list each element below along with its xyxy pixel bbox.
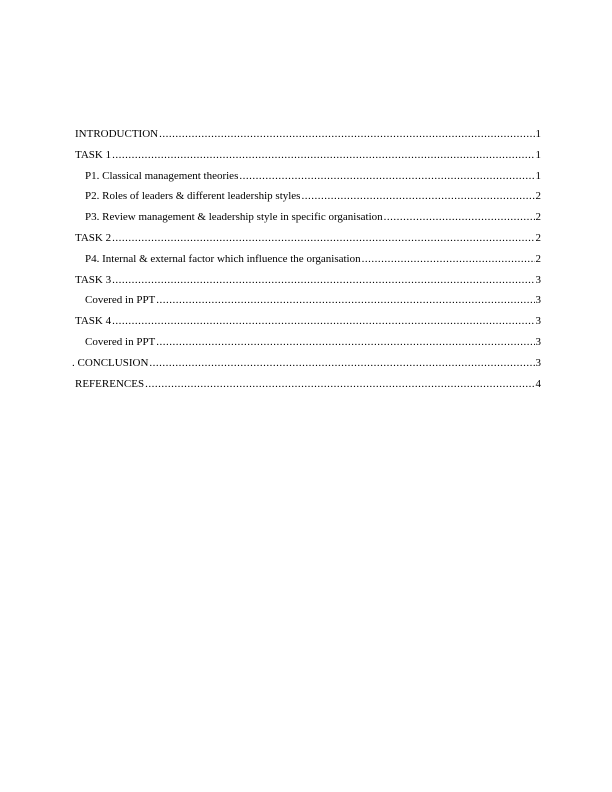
toc-entry-p3[interactable]	[75, 207, 541, 228]
dot-leader	[362, 249, 535, 270]
table-of-contents	[72, 124, 541, 394]
toc-entry-title: P1. Classical management theories	[85, 169, 239, 182]
dot-leader	[149, 353, 534, 374]
toc-entry-page: 2	[535, 190, 541, 203]
toc-entry-page: 3	[535, 335, 541, 348]
toc-entry-p2[interactable]	[75, 186, 541, 207]
dot-leader	[112, 228, 534, 249]
toc-entry-title: TASK 4	[75, 315, 112, 328]
toc-entry-introduction[interactable]	[75, 124, 541, 145]
toc-entry-page: 3	[535, 356, 541, 369]
toc-entry-title: P2. Roles of leaders & different leadership styles	[85, 190, 301, 203]
toc-entry-title: . CONCLUSION	[72, 356, 149, 369]
toc-entry-references[interactable]	[75, 374, 541, 395]
toc-entry-p4[interactable]	[75, 249, 541, 270]
toc-entry-page: 1	[535, 148, 541, 161]
toc-entry-page: 2	[535, 211, 541, 224]
toc-entry-title: TASK 3	[75, 273, 112, 286]
toc-entry-title: TASK 1	[75, 148, 112, 161]
toc-entry-title: P3. Review management & leadership style in specific organisation	[85, 211, 383, 224]
toc-entry-page: 2	[535, 252, 541, 265]
dot-leader	[301, 186, 534, 207]
dot-leader	[145, 374, 534, 395]
dot-leader	[156, 332, 534, 353]
toc-entry-task-4-ppt[interactable]	[75, 332, 541, 353]
toc-entry-title: INTRODUCTION	[75, 128, 159, 140]
dot-leader	[384, 207, 535, 228]
toc-entry-task-3-ppt[interactable]	[75, 290, 541, 311]
toc-entry-task-1[interactable]	[75, 145, 541, 166]
toc-entry-title: REFERENCES	[75, 377, 145, 390]
dot-leader	[239, 166, 534, 187]
dot-leader	[159, 124, 534, 145]
toc-entry-page: 1	[535, 128, 541, 140]
dot-leader	[156, 290, 534, 311]
dot-leader	[112, 145, 534, 166]
toc-entry-page: 1	[535, 169, 541, 182]
toc-entry-title: Covered in PPT	[85, 335, 156, 348]
toc-entry-page: 3	[535, 294, 541, 307]
dot-leader	[112, 270, 534, 291]
toc-entry-page: 3	[535, 273, 541, 286]
toc-entry-page: 2	[535, 231, 541, 244]
dot-leader	[112, 311, 534, 332]
toc-entry-page: 3	[535, 315, 541, 328]
toc-entry-title: P4. Internal & external factor which influence the organisation	[85, 252, 361, 265]
toc-entry-conclusion[interactable]	[72, 353, 541, 374]
toc-entry-task-2[interactable]	[75, 228, 541, 249]
toc-entry-title: Covered in PPT	[85, 294, 156, 307]
toc-entry-p1[interactable]	[75, 166, 541, 187]
toc-entry-task-3[interactable]	[75, 270, 541, 291]
toc-entry-task-4[interactable]	[75, 311, 541, 332]
toc-entry-title: TASK 2	[75, 231, 112, 244]
toc-entry-page: 4	[535, 377, 541, 390]
